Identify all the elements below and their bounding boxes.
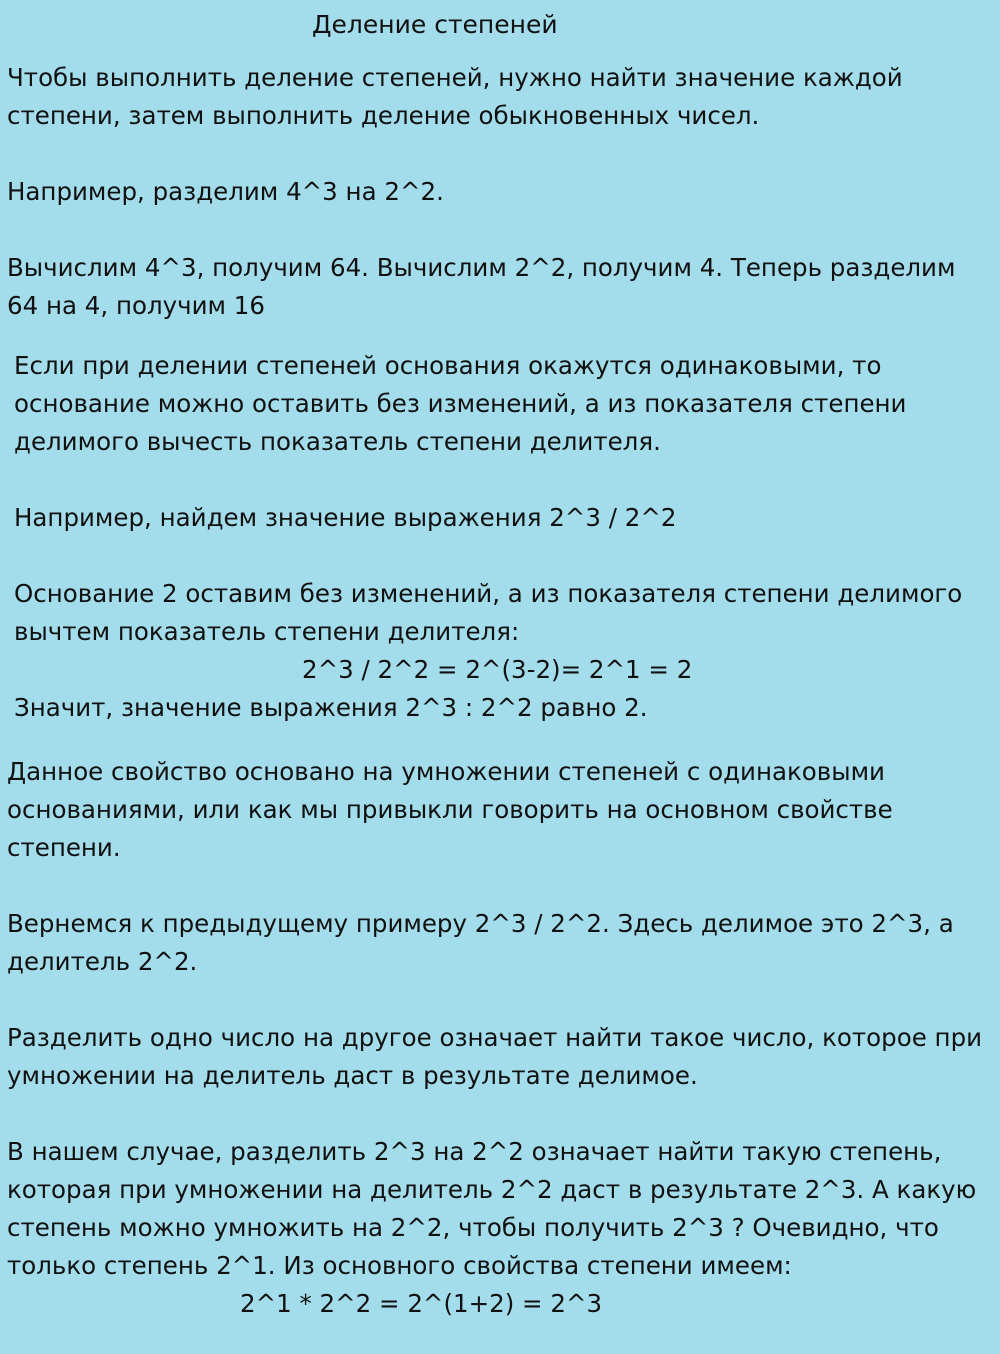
page-title: Деление степеней	[312, 10, 558, 39]
text-line: вычтем показатель степени делителя:	[14, 617, 520, 646]
text-line: Разделить одно число на другое означает найти такое число, которое при	[7, 1023, 983, 1052]
text-line: степень можно умножить на 2^2, чтобы получить 2^3 ? Очевидно, что	[7, 1213, 939, 1242]
text-line: Например, разделим 4^3 на 2^2.	[7, 177, 444, 206]
text-line: 64 на 4, получим 16	[7, 291, 265, 320]
text-line: Значит, значение выражения 2^3 : 2^2 равно 2.	[14, 693, 648, 722]
text-line: В нашем случае, разделить 2^3 на 2^2 означает найти такую степень,	[7, 1137, 942, 1166]
text-line: Чтобы выполнить деление степеней, нужно найти значение каждой	[7, 63, 903, 92]
text-line: Вычислим 4^3, получим 64. Вычислим 2^2, получим 4. Теперь разделим	[7, 253, 956, 282]
text-line: только степень 2^1. Из основного свойства степени имеем:	[7, 1251, 792, 1280]
formula-line: 2^1 * 2^2 = 2^(1+2) = 2^3	[240, 1289, 603, 1318]
text-line: степени.	[7, 833, 121, 862]
text-line: Данное свойство основано на умножении степеней с одинаковыми	[7, 757, 885, 786]
text-line: умножении на делитель даст в результате делимое.	[7, 1061, 698, 1090]
text-line: которая при умножении на делитель 2^2 даст в результате 2^3. А какую	[7, 1175, 977, 1204]
text-line: Основание 2 оставим без изменений, а из показателя степени делимого	[14, 579, 963, 608]
text-line: степени, затем выполнить деление обыкновенных чисел.	[7, 101, 760, 130]
text-line: основание можно оставить без изменений, а из показателя степени	[14, 389, 907, 418]
text-line: Вернемся к предыдущему примеру 2^3 / 2^2. Здесь делимое это 2^3, а	[7, 909, 954, 938]
text-line: делимого вычесть показатель степени делителя.	[14, 427, 661, 456]
formula-line: 2^3 / 2^2 = 2^(3-2)= 2^1 = 2	[302, 655, 693, 684]
text-line: основаниями, или как мы привыкли говорить на основном свойстве	[7, 795, 893, 824]
text-line: Например, найдем значение выражения 2^3 / 2^2	[14, 503, 677, 532]
text-line: делитель 2^2.	[7, 947, 198, 976]
text-line: Если при делении степеней основания окажутся одинаковыми, то	[14, 351, 882, 380]
